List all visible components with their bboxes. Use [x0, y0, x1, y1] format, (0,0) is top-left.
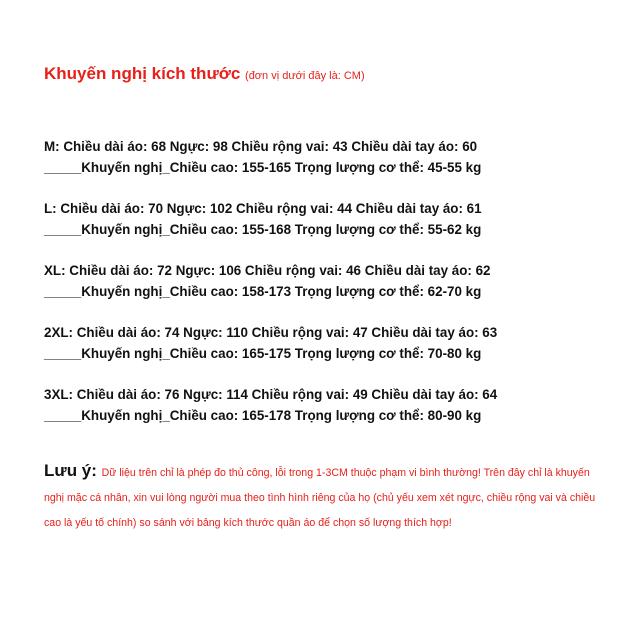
size-measurements: L: Chiều dài áo: 70 Ngực: 102 Chiều rộng vai: 44 Chiều dài tay áo: 61 [44, 201, 482, 216]
size-block-m [44, 136, 481, 178]
size-recommendation: _____Khuyến nghị_Chiều cao: 155-168 Trọng lượng cơ thể: 55-62 kg [44, 222, 482, 237]
size-recommendation: _____Khuyến nghị_Chiều cao: 165-175 Trọng lượng cơ thể: 70-80 kg [44, 346, 482, 361]
size-recommendation: _____Khuyến nghị_Chiều cao: 165-178 Trọng lượng cơ thể: 80-90 kg [44, 408, 482, 423]
title-unit-note: (đơn vị dưới đây là: CM) [245, 70, 365, 82]
size-recommendation: _____Khuyến nghị_Chiều cao: 155-165 Trọng lượng cơ thể: 45-55 kg [44, 160, 482, 175]
note-label: Lưu ý: [44, 461, 102, 480]
size-block-2xl [44, 322, 497, 364]
size-block-l [44, 198, 482, 240]
size-block-xl [44, 260, 491, 302]
size-block-3xl [44, 384, 497, 426]
note-text: Dữ liệu trên chỉ là phép đo thủ công, lỗi trong 1-3CM thuộc phạm vi bình thường! Trên đây chỉ là khuyến nghị mặc cá nhân, xin vui lòng người mua theo tình hình riêng của họ (chủ yếu xem xét ngực, chiều rộng vai và chiều cao là yếu tố chính) so sánh với bảng kích thước quần áo để chọn số lượng thích hợp! [44, 467, 596, 529]
size-measurements: 2XL: Chiều dài áo: 74 Ngực: 110 Chiều rộng vai: 47 Chiều dài tay áo: 63 [44, 325, 498, 340]
size-measurements: XL: Chiều dài áo: 72 Ngực: 106 Chiều rộng vai: 46 Chiều dài tay áo: 62 [44, 263, 491, 278]
size-recommendation: _____Khuyến nghị_Chiều cao: 158-173 Trọng lượng cơ thể: 62-70 kg [44, 284, 482, 299]
size-measurements: 3XL: Chiều dài áo: 76 Ngực: 114 Chiều rộng vai: 49 Chiều dài tay áo: 64 [44, 387, 498, 402]
note-paragraph [44, 458, 604, 536]
size-measurements: M: Chiều dài áo: 68 Ngực: 98 Chiều rộng vai: 43 Chiều dài tay áo: 60 [44, 139, 478, 154]
page-title [44, 64, 365, 84]
title-main: Khuyến nghị kích thước [44, 64, 246, 83]
